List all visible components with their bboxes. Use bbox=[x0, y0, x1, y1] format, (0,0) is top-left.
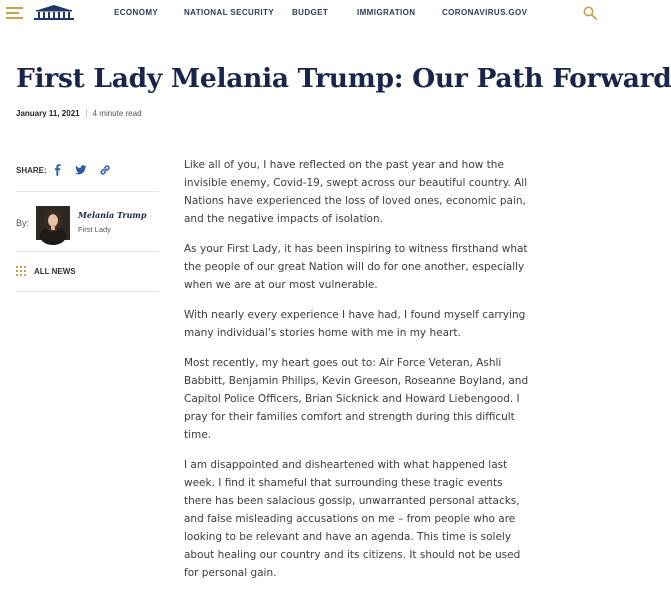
twitter-icon[interactable] bbox=[75, 164, 87, 176]
nav-link-national-security[interactable]: NATIONAL SECURITY bbox=[184, 8, 275, 17]
nav-link-budget[interactable]: BUDGET bbox=[292, 8, 329, 17]
sidebar-divider bbox=[16, 251, 159, 252]
facebook-icon[interactable] bbox=[52, 164, 64, 176]
link-icon[interactable] bbox=[99, 164, 111, 176]
sidebar-divider bbox=[16, 291, 159, 292]
by-label: By: bbox=[16, 218, 30, 228]
author-byline bbox=[16, 206, 159, 242]
share-bar bbox=[16, 164, 159, 176]
meta-divider bbox=[86, 109, 87, 118]
article-date: January 11, 2021 bbox=[16, 109, 80, 118]
search-icon[interactable] bbox=[583, 6, 597, 20]
article-paragraph: Most recently, my heart goes out to: Air Force Veteran, Ashli Babbitt, Benjamin Philips, Kevin Greeson, Roseanne Boyland, and Capitol Police Officers, Brian Sicknick and Howard Liebengood. I pray for their families comfort and strength during this difficult time. bbox=[184, 357, 529, 441]
article-body bbox=[184, 156, 530, 594]
white-house-logo[interactable] bbox=[32, 4, 76, 21]
nav-link-immigration[interactable]: IMMIGRATION bbox=[357, 8, 416, 17]
top-navigation-bar bbox=[0, 0, 600, 26]
article-meta bbox=[16, 109, 142, 118]
article-paragraph: I am disappointed and disheartened with what happened last week. I find it shameful that surrounding these tragic events there has been salacious gossip, unwarranted personal attacks, and false misleading accusations on me – from people who are looking to be relevant and have an agenda. This time is solely about healing our country and its citizens. It should not be used for personal gain. bbox=[184, 459, 521, 579]
share-label: SHARE: bbox=[16, 166, 47, 175]
nav-link-coronavirus[interactable]: CORONAVIRUS.GOV bbox=[442, 8, 528, 17]
hamburger-menu-icon[interactable] bbox=[6, 7, 23, 19]
grid-icon bbox=[16, 266, 26, 276]
sidebar-divider bbox=[16, 191, 159, 192]
article-paragraph: Like all of you, I have reflected on the past year and how the invisible enemy, Covid-19, swept across our beautiful country. All Nations have experienced the loss of loved ones, economic pain, and the negative impacts of isolation. bbox=[184, 159, 528, 225]
article-paragraph: As your First Lady, it has been inspiring to witness firsthand what the people of our great Nation will do for one another, especially when we are at our most vulnerable. bbox=[184, 243, 528, 291]
author-role: First Lady bbox=[78, 225, 111, 234]
read-time: 4 minute read bbox=[92, 109, 142, 118]
page-title: First Lady Melania Trump: Our Path Forward bbox=[16, 63, 671, 94]
article-paragraph: With nearly every experience I have had, I found myself carrying many individual's stories home with me in my heart. bbox=[184, 309, 526, 339]
author-avatar bbox=[36, 206, 70, 240]
all-news-label: ALL NEWS bbox=[34, 267, 76, 276]
nav-link-economy[interactable]: ECONOMY bbox=[114, 8, 159, 17]
author-name-link[interactable]: Melania Trump bbox=[78, 210, 147, 220]
